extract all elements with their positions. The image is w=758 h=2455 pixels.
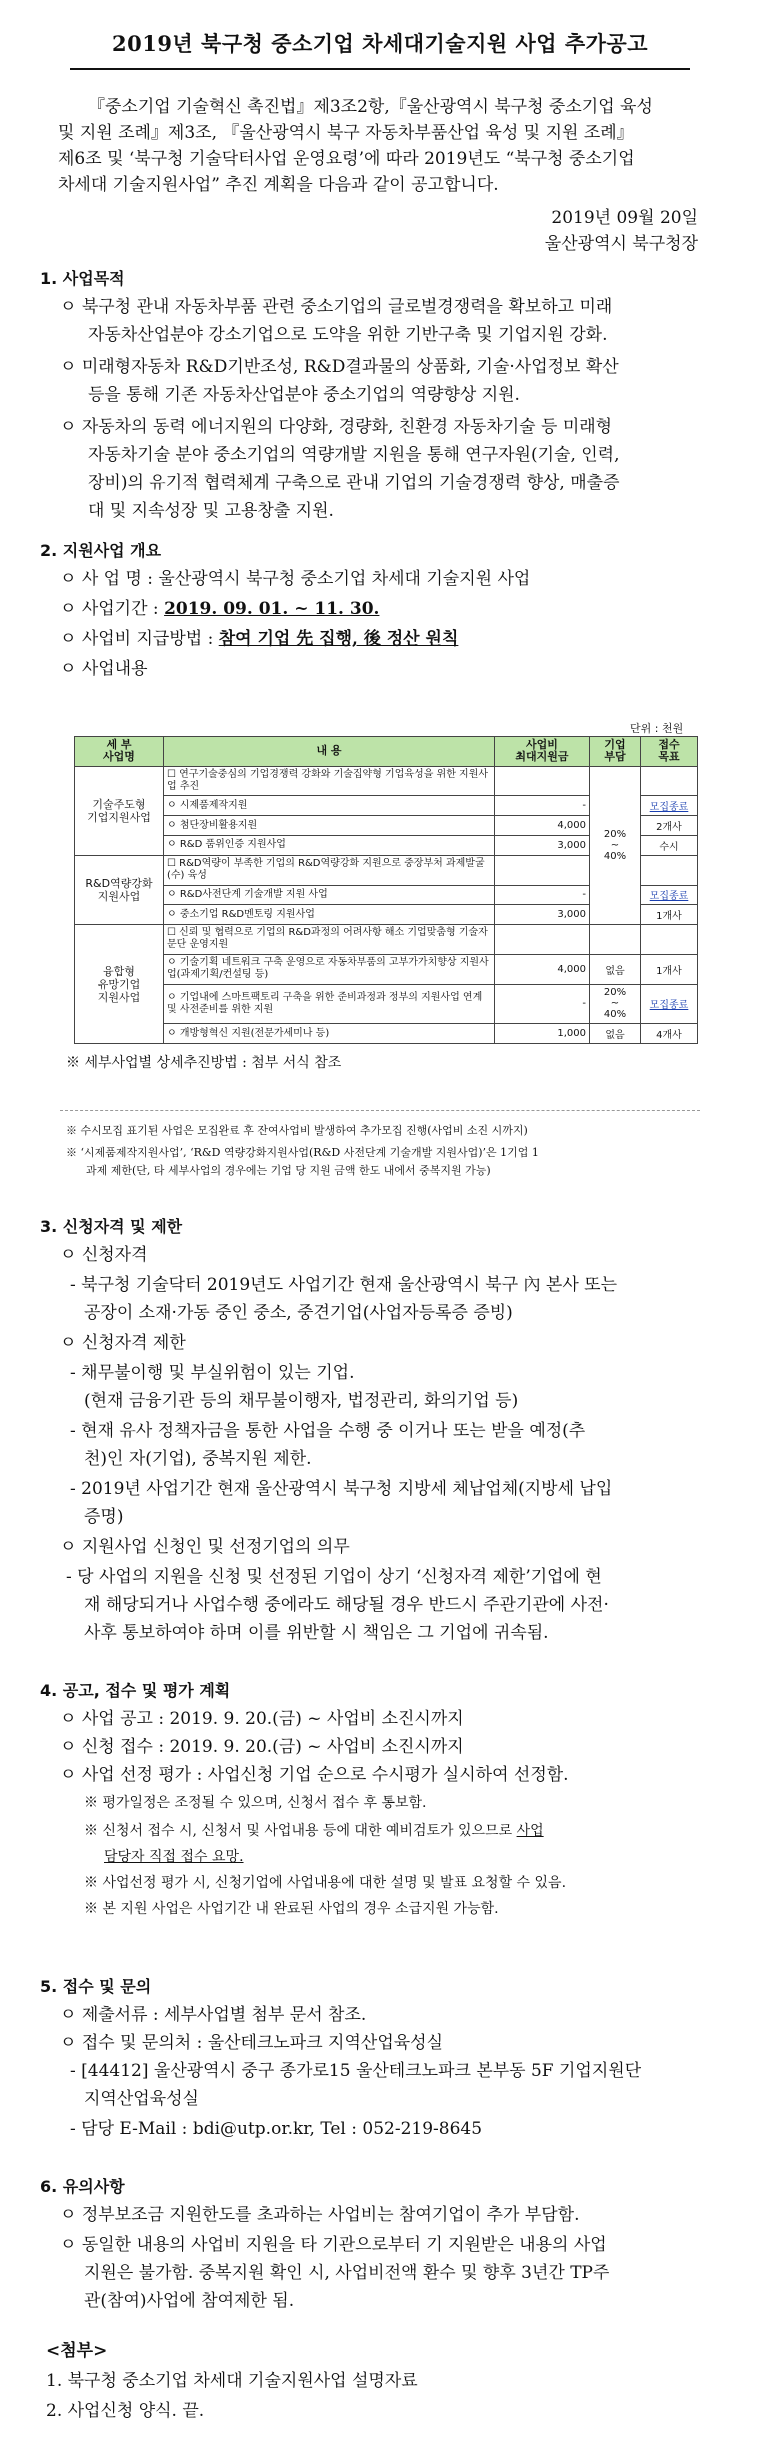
schedule-line: ㅇ 사업 선정 평가 : 사업신청 기업 순으로 수시평가 실시하여 선정함. <box>60 1765 569 1785</box>
budget-cell: 3,000 <box>495 905 590 925</box>
divider <box>60 1110 700 1111</box>
qual-line: - 북구청 기술닥터 2019년도 사업기간 현재 울산광역시 북구 內 본사 또는 <box>70 1275 618 1295</box>
recruit-closed-link[interactable]: 모집종료 <box>641 885 698 905</box>
budget-cell: 4,000 <box>495 954 590 984</box>
note-cell: 1개사 <box>641 954 698 984</box>
schedule-note-text: ※ 신청서 접수 시, 신청서 및 사업내용 등에 대한 예비검토가 있으므로 <box>84 1823 517 1839</box>
period-value: 2019. 09. 01. ~ 11. 30. <box>164 599 380 619</box>
budget-cell <box>495 855 590 885</box>
budget-cell <box>495 766 590 796</box>
period-label: ㅇ 사업기간 : <box>60 599 165 619</box>
table-row <box>75 766 698 796</box>
category-cell: 기술주도형 기업지원사업 <box>75 766 164 855</box>
note-line: 과제 제한(단, 타 세부사업의 경우에는 기업 당 지원 금액 한도 내에서 중복지원 가능) <box>86 1164 491 1177</box>
page-title: 2019년 북구청 중소기업 차세대기술지원 사업 추가공고 <box>111 31 648 56</box>
col-header: 접수 목표 <box>641 737 698 767</box>
announce-date: 2019년 09월 20일 <box>551 208 698 228</box>
note-line: ※ ‘시제품제작지원사업’, ‘R&D 역량강화지원사업(R&D 사전단계 기술개발 지원사업)’은 1기업 1 <box>66 1146 539 1159</box>
intro-line: 및 지원 조례』제3조, 『울산광역시 북구 자동차부품산업 육성 및 지원 조례』 <box>58 123 634 143</box>
purpose-bullet: ㅇ 북구청 관내 자동차부품 관련 중소기업의 글로벌경쟁력을 확보하고 미래 <box>60 297 613 317</box>
ratio-cell: 20% ~ 40% <box>590 984 641 1024</box>
intro-line: 제6조 및 ‘북구청 기술닥터사업 운영요령’에 따라 2019년도 “북구청 중소기업 <box>58 149 635 169</box>
purpose-bullet-cont: 자동차산업분야 강소기업으로 도약을 위한 기반구축 및 기업지원 강화. <box>88 325 608 345</box>
section-1-heading: 1. 사업목적 <box>40 269 125 288</box>
table-row <box>75 925 698 955</box>
item-cell: ㅇ 첨단장비활용지원 <box>164 816 495 836</box>
col-header: 사업비 최대지원금 <box>495 737 590 767</box>
qual-line: 공장이 소재·가동 중인 중소, 중견기업(사업자등록증 증빙) <box>84 1303 513 1323</box>
item-cell: ☐ 연구기술중심의 기업경쟁력 강화와 기술집약형 기업육성을 위한 지원사업 추진 <box>164 766 495 796</box>
category-cell: 융합형 유망기업 지원사업 <box>75 925 164 1044</box>
category-cell: R&D역량강화 지원사업 <box>75 855 164 924</box>
section-5-heading: 5. 접수 및 문의 <box>40 1977 152 1996</box>
budget-cell: 3,000 <box>495 836 590 856</box>
contact-email-tel: - 담당 E-Mail : bdi@utp.or.kr, Tel : 052-219-8645 <box>70 2119 483 2139</box>
payment-label: ㅇ 사업비 지급방법 : <box>60 629 219 649</box>
budget-cell: 1,000 <box>495 1024 590 1044</box>
qual-line: 증명) <box>84 1507 124 1527</box>
ratio-cell: 20% ~ 40% <box>590 766 641 924</box>
note-cell: 2개사 <box>641 816 698 836</box>
item-cell: ㅇ 기술기획 네트워크 구축 운영으로 자동차부품의 고부가가치향상 지원사업(과제기획/컨설팅 등) <box>164 954 495 984</box>
qual-line: (현재 금융기관 등의 채무불이행자, 법정관리, 화의기업 등) <box>84 1391 519 1411</box>
item-cell: ㅇ R&D사전단계 기술개발 지원 사업 <box>164 885 495 905</box>
budget-cell <box>495 925 590 955</box>
purpose-bullet-cont: 장비)의 유기적 협력체계 구축으로 관내 기업의 기술경쟁력 향상, 매출증 <box>88 473 620 493</box>
schedule-line: ㅇ 사업 공고 : 2019. 9. 20.(금) ~ 사업비 소진시까지 <box>60 1709 464 1729</box>
item-cell: ☐ 신뢰 및 협력으로 기업의 R&D과정의 어려사항 해소 기업맞춤형 기술자문단 운영지원 <box>164 925 495 955</box>
section-3-heading: 3. 신청자격 및 제한 <box>40 1217 183 1236</box>
ratio-cell: 없음 <box>590 1024 641 1044</box>
col-header: 세 부 사업명 <box>75 737 164 767</box>
schedule-note: ※ 사업선정 평가 시, 신청기업에 사업내용에 대한 설명 및 발표 요청할 수 있음. <box>84 1875 567 1891</box>
program-table <box>74 736 698 1044</box>
note-cell <box>641 925 698 955</box>
caution-line: 지원은 불가함. 중복지원 확인 시, 사업비전액 환수 및 향후 3년간 TP주 <box>84 2263 610 2283</box>
budget-cell: - <box>495 796 590 816</box>
note-cell <box>641 855 698 885</box>
issuer: 울산광역시 북구청장 <box>544 234 698 254</box>
attachment-item[interactable]: 1. 북구청 중소기업 차세대 기술지원사업 설명자료 <box>46 2371 418 2391</box>
item-cell: ㅇ 기업내에 스마트팩토리 구축을 위한 준비과정과 정부의 지원사업 연계 및 사전준비를 위한 지원 <box>164 984 495 1024</box>
purpose-bullet: ㅇ 미래형자동차 R&D기반조성, R&D결과물의 상품화, 기술·사업정보 확산 <box>60 357 619 377</box>
qual-line: ㅇ 신청자격 <box>60 1245 148 1265</box>
purpose-bullet: ㅇ 자동차의 동력 에너지원의 다양화, 경량화, 친환경 자동차기술 등 미래형 <box>60 417 613 437</box>
note-cell <box>641 766 698 796</box>
col-header: 내 용 <box>164 737 495 767</box>
note-cell: 수시 <box>641 836 698 856</box>
item-cell: ㅇ R&D 품위인증 지원사업 <box>164 836 495 856</box>
note-line: ※ 수시모집 표기된 사업은 모집완료 후 잔여사업비 발생하여 추가모집 진행(사업비 소진 시까지) <box>66 1124 528 1137</box>
item-cell: ㅇ 중소기업 R&D멘토링 지원사업 <box>164 905 495 925</box>
contact-line: ㅇ 제출서류 : 세부사업별 첨부 문서 참조. <box>60 2005 367 2025</box>
item-cell: ☐ R&D역량이 부족한 기업의 R&D역량강화 지원으로 중장부처 과제발굴(수) 육성 <box>164 855 495 885</box>
project-name: ㅇ 사 업 명 : 울산광역시 북구청 중소기업 차세대 기술지원 사업 <box>60 569 531 589</box>
project-period <box>60 598 379 620</box>
qual-line: - 현재 유사 정책자금을 통한 사업을 수행 중 이거나 또는 받을 예정(추 <box>70 1421 586 1441</box>
recruit-closed-link[interactable]: 모집종료 <box>641 984 698 1024</box>
section-6-heading: 6. 유의사항 <box>40 2177 125 2196</box>
caution-line: ㅇ 정부보조금 지원한도를 초과하는 사업비는 참여기업이 추가 부담함. <box>60 2205 580 2225</box>
schedule-note-underline: 사업 <box>516 1823 544 1839</box>
qual-line: 천)인 자(기업), 중복지원 제한. <box>84 1449 312 1469</box>
schedule-note-cont: 담당자 직접 접수 요망. <box>104 1849 244 1865</box>
qual-line: - 2019년 사업기간 현재 울산광역시 북구청 지방세 체납업체(지방세 납입 <box>70 1479 613 1499</box>
table-note: ※ 세부사업별 상세추진방법 : 첨부 서식 참조 <box>66 1055 342 1071</box>
unit-label: 단위 : 천원 <box>630 722 684 735</box>
item-cell: ㅇ 개방형혁신 지원(전문가세미나 등) <box>164 1024 495 1044</box>
col-header: 기업 부담 <box>590 737 641 767</box>
item-cell: ㅇ 시제품제작지원 <box>164 796 495 816</box>
section-4-heading: 4. 공고, 접수 및 평가 계획 <box>40 1681 231 1700</box>
table-row <box>75 984 698 1024</box>
note-cell: 4개사 <box>641 1024 698 1044</box>
recruit-closed-link[interactable]: 모집종료 <box>641 796 698 816</box>
caution-line: 관(참여)사업에 참여제한 됨. <box>84 2291 295 2311</box>
qual-line: - 채무불이행 및 부실위험이 있는 기업. <box>70 1363 355 1383</box>
caution-line: ㅇ 동일한 내용의 사업비 지원을 타 기관으로부터 기 지원받은 내용의 사업 <box>60 2235 607 2255</box>
contact-line: ㅇ 접수 및 문의처 : 울산테크노파크 지역산업육성실 <box>60 2033 444 2053</box>
qual-line: - 당 사업의 지원을 신청 및 선정된 기업이 상기 ‘신청자격 제한’기업에 현 <box>66 1567 602 1587</box>
budget-cell: - <box>495 984 590 1024</box>
qual-line: 재 해당되거나 사업수행 중에라도 해당될 경우 반드시 주관기관에 사전· <box>84 1595 609 1615</box>
attachment-heading: <첨부> <box>46 2341 108 2361</box>
contact-address-cont: 지역산업육성실 <box>84 2089 199 2109</box>
qual-line: ㅇ 신청자격 제한 <box>60 1333 186 1353</box>
attachment-item[interactable]: 2. 사업신청 양식. 끝. <box>46 2401 205 2421</box>
title-underline <box>70 68 690 70</box>
note-cell: 1개사 <box>641 905 698 925</box>
schedule-line: ㅇ 신청 접수 : 2019. 9. 20.(금) ~ 사업비 소진시까지 <box>60 1737 464 1757</box>
budget-cell: - <box>495 885 590 905</box>
schedule-note: ※ 본 지원 사업은 사업기간 내 완료된 사업의 경우 소급지원 가능함. <box>84 1901 499 1917</box>
purpose-bullet-cont: 대 및 지속성장 및 고용창출 지원. <box>88 501 334 521</box>
payment-method <box>60 628 458 650</box>
ratio-cell <box>590 925 641 955</box>
qual-line: 사후 통보하여야 하며 이를 위반할 시 책임은 그 기업에 귀속됨. <box>84 1623 549 1643</box>
purpose-bullet-cont: 등을 통해 기존 자동차산업분야 중소기업의 역량향상 지원. <box>88 385 520 405</box>
intro-line: 『중소기업 기술혁신 촉진법』제3조2항,『울산광역시 북구청 중소기업 육성 <box>88 97 653 117</box>
contact-address: - [44412] 울산광역시 중구 종가로15 울산테크노파크 본부동 5F 기업지원단 <box>70 2061 642 2081</box>
ratio-cell: 없음 <box>590 954 641 984</box>
section-2-heading: 2. 지원사업 개요 <box>40 541 162 560</box>
table-header-row <box>75 737 698 767</box>
schedule-note <box>84 1820 544 1842</box>
purpose-bullet-cont: 자동차기술 분야 중소기업의 역량개발 지원을 통해 연구자원(기술, 인력, <box>88 445 620 465</box>
table-row <box>75 1024 698 1044</box>
payment-value: 참여 기업 先 집행, 後 정산 원칙 <box>218 629 459 649</box>
budget-cell: 4,000 <box>495 816 590 836</box>
project-content: ㅇ 사업내용 <box>60 659 148 679</box>
table-row <box>75 954 698 984</box>
schedule-note: ※ 평가일정은 조정될 수 있으며, 신청서 접수 후 통보함. <box>84 1795 427 1811</box>
intro-line: 차세대 기술지원사업” 추진 계획을 다음과 같이 공고합니다. <box>58 175 499 195</box>
qual-line: ㅇ 지원사업 신청인 및 선정기업의 의무 <box>60 1537 350 1557</box>
